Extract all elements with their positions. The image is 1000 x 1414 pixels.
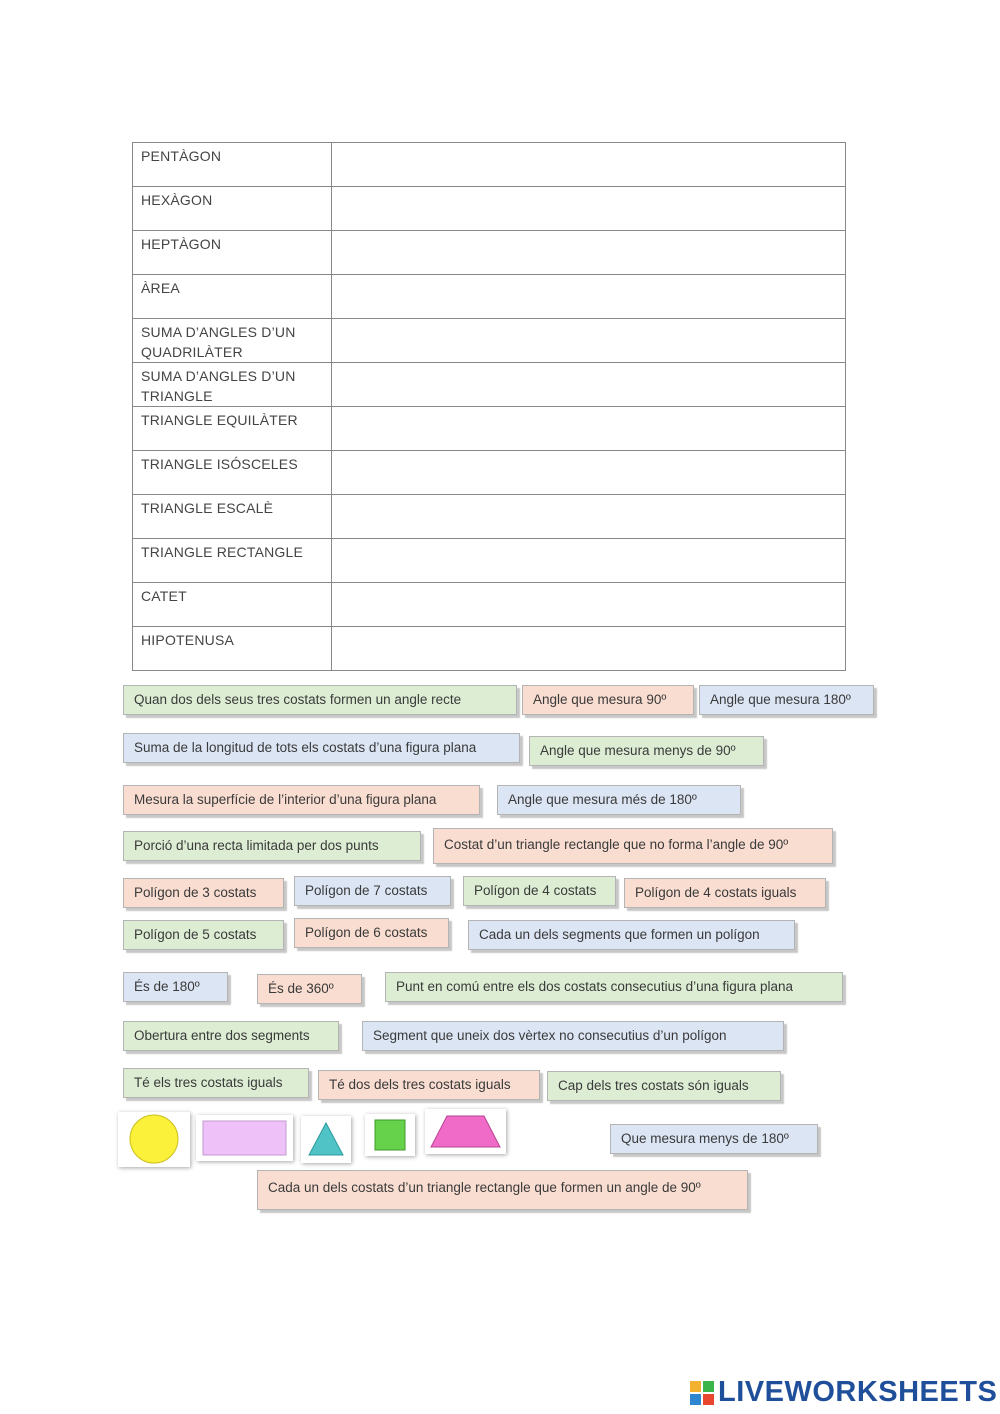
drag-card[interactable]: És de 360º [257, 974, 362, 1004]
table-row [133, 539, 846, 583]
drag-card[interactable]: Polígon de 4 costats [463, 876, 616, 906]
table-row [133, 319, 846, 363]
answer-field[interactable] [332, 275, 845, 315]
table-row [133, 143, 846, 187]
term-cell: TRIANGLE ISÓSCELES [133, 451, 332, 495]
answer-field[interactable] [332, 451, 845, 491]
table-row [133, 187, 846, 231]
term-cell: SUMA D’ANGLES D’UN QUADRILÀTER [133, 319, 332, 363]
table-row [133, 407, 846, 451]
drag-card[interactable]: Cada un dels costats d’un triangle rectangle que formen un angle de 90º [257, 1170, 748, 1210]
term-cell: ÀREA [133, 275, 332, 319]
term-cell: TRIANGLE EQUILÀTER [133, 407, 332, 451]
circle-icon [118, 1112, 190, 1167]
drag-card[interactable]: Porció d’una recta limitada per dos punts [123, 831, 421, 861]
table-row [133, 231, 846, 275]
drag-card[interactable]: Angle que mesura 90º [522, 685, 694, 715]
circle-shape-card[interactable] [118, 1112, 190, 1167]
term-cell: TRIANGLE ESCALÈ [133, 495, 332, 539]
liveworksheets-logo-icon [690, 1381, 714, 1405]
drag-card[interactable]: Angle que mesura més de 180º [497, 785, 741, 815]
brand-footer [690, 1376, 997, 1409]
drag-card[interactable]: Que mesura menys de 180º [610, 1124, 818, 1154]
drag-card[interactable]: Angle que mesura menys de 90º [529, 736, 764, 766]
drag-card[interactable]: És de 180º [123, 972, 228, 1002]
table-row [133, 583, 846, 627]
drag-card[interactable]: Quan dos dels seus tres costats formen un angle recte [123, 685, 517, 715]
answer-field[interactable] [332, 319, 845, 359]
table-row [133, 363, 846, 407]
drag-card[interactable]: Té els tres costats iguals [123, 1068, 309, 1098]
term-cell: PENTÀGON [133, 143, 332, 187]
drag-card[interactable]: Té dos dels tres costats iguals [318, 1070, 540, 1100]
trapezoid-shape-card[interactable] [425, 1109, 506, 1154]
drag-card[interactable]: Polígon de 6 costats [294, 918, 449, 948]
drag-card[interactable]: Polígon de 4 costats iguals [624, 878, 826, 908]
drag-card[interactable]: Segment que uneix dos vèrtex no consecutius d’un polígon [362, 1021, 784, 1051]
brand-name: LIVEWORKSHEETS [718, 1376, 998, 1408]
table-row [133, 495, 846, 539]
square-icon [365, 1114, 415, 1156]
drag-card[interactable]: Suma de la longitud de tots els costats d’una figura plana [123, 733, 520, 763]
trapezoid-icon [425, 1109, 506, 1154]
term-cell: SUMA D’ANGLES D’UN TRIANGLE [133, 363, 332, 407]
drag-card[interactable]: Polígon de 5 costats [123, 920, 284, 950]
term-cell: HEPTÀGON [133, 231, 332, 275]
drag-card[interactable]: Cap dels tres costats són iguals [547, 1071, 781, 1101]
answer-field[interactable] [332, 583, 845, 623]
term-cell: CATET [133, 583, 332, 627]
answer-field[interactable] [332, 363, 845, 403]
answer-field[interactable] [332, 143, 845, 183]
drag-card[interactable]: Mesura la superfície de l’interior d’una figura plana [123, 785, 480, 815]
answer-field[interactable] [332, 407, 845, 447]
rectangle-shape-card[interactable] [196, 1115, 293, 1161]
drag-card[interactable]: Cada un dels segments que formen un polígon [468, 920, 795, 950]
vocabulary-table [132, 142, 846, 671]
table-row [133, 275, 846, 319]
drag-card[interactable]: Obertura entre dos segments [123, 1021, 339, 1051]
triangle-shape-card[interactable] [301, 1116, 351, 1163]
drag-card[interactable]: Angle que mesura 180º [699, 685, 874, 715]
answer-field[interactable] [332, 539, 845, 579]
triangle-icon [301, 1116, 351, 1163]
term-cell: HIPOTENUSA [133, 627, 332, 671]
answer-field[interactable] [332, 187, 845, 227]
answer-field[interactable] [332, 495, 845, 535]
answer-field[interactable] [332, 627, 845, 667]
answer-field[interactable] [332, 231, 845, 271]
rectangle-icon [196, 1115, 293, 1161]
drag-card[interactable]: Punt en comú entre els dos costats consecutius d’una figura plana [385, 972, 843, 1002]
term-cell: TRIANGLE RECTANGLE [133, 539, 332, 583]
drag-card[interactable]: Polígon de 7 costats [294, 876, 451, 906]
table-row [133, 451, 846, 495]
term-cell: HEXÀGON [133, 187, 332, 231]
drag-card[interactable]: Polígon de 3 costats [123, 878, 284, 908]
drag-card[interactable]: Costat d’un triangle rectangle que no forma l’angle de 90º [433, 828, 833, 864]
table-row [133, 627, 846, 671]
square-shape-card[interactable] [365, 1114, 415, 1156]
